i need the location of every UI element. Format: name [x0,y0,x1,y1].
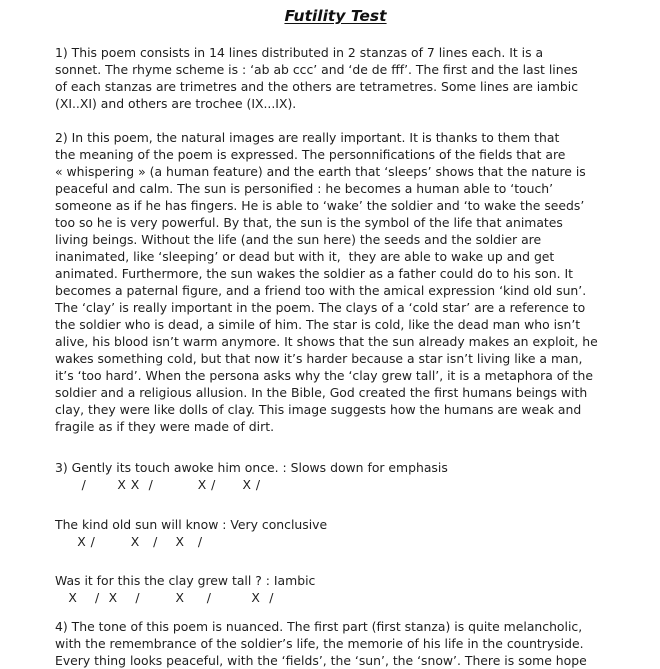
scansion-marks-1: / X X / X / X / [55,477,261,492]
text-line: with the remembrance of the soldier’s life, the memorie of his life in the countryside. [55,636,584,651]
text-line: 1) This poem consists in 14 lines distributed in 2 stanzas of 7 lines each. It is a [55,45,544,60]
text-line: peaceful and calm. The sun is personified : he becomes a human able to ‘touch’ [55,181,554,196]
text-line: The ‘clay’ is really important in the poem. The clays of a ‘cold star’ are a reference to [55,300,586,315]
scansion-marks-3: X / X / X / X / [55,590,274,605]
text-line: too so he is very powerful. By that, the sun is the symbol of the life that animates [55,215,563,230]
text-line: the soldier who is dead, a simile of him. The star is cold, like the dead man who isn’t [55,317,581,332]
text-line: someone as if he has fingers. He is able to ‘wake’ the soldier and ‘to wake the seeds’ [55,198,585,213]
text-line: wakes something cold, but that now it’s harder because a star isn’t living like a man, [55,351,583,366]
text-line: alive, his blood isn’t warm anymore. It shows that the sun already makes an exploit, he [55,334,598,349]
scansion-marks-2: X / X / X / [55,534,203,549]
text-line: living beings. Without the life (and the sun here) the seeds and the soldier are [55,232,542,247]
scansion-verse-1: 3) Gently its touch awoke him once. : Slows down for emphasis [55,460,448,475]
text-line: becomes a paternal figure, and a friend too with the amical expression ‘kind old sun’. [55,283,587,298]
scansion-verse-2: The kind old sun will know : Very conclusive [55,517,328,532]
answer-paragraph-4 [55,618,616,669]
text-line: (XI..XI) and others are trochee (IX...IX). [55,96,297,111]
answer-paragraph-1 [55,44,616,112]
text-line: « whispering » (a human feature) and the earth that ‘sleeps’ shows that the nature is [55,164,586,179]
scansion-block-3 [55,572,616,606]
text-line: fragile as if they were made of dirt. [55,419,275,434]
document-title: Futility Test [284,7,387,25]
answer-paragraph-2 [55,129,616,435]
text-line: sonnet. The rhyme scheme is : ‘ab ab ccc’ and ‘de de fff’. The first and the last lines [55,62,578,77]
text-line: Every thing looks peaceful, with the ‘fields’, the ‘sun’, the ‘snow’. There is some hope [55,653,587,668]
text-line: 2) In this poem, the natural images are really important. It is thanks to them that [55,130,560,145]
scansion-verse-3: Was it for this the clay grew tall ? : Iambic [55,573,316,588]
text-line: 4) The tone of this poem is nuanced. The first part (first stanza) is quite melancholic, [55,619,583,634]
text-line: soldier and a religious allusion. In the Bible, God created the first humans beings with [55,385,588,400]
text-line: of each stanzas are trimetres and the others are tetrametres. Some lines are iambic [55,79,579,94]
text-line: the meaning of the poem is expressed. The personnifications of the fields that are [55,147,566,162]
text-line: it’s ‘too hard’. When the persona asks why the ‘clay grew tall’, it is a metaphora of the [55,368,593,383]
text-line: animated. Furthermore, the sun wakes the soldier as a father could do to his son. It [55,266,573,281]
scansion-block-2 [55,516,616,550]
text-line: inanimated, like ‘sleeping’ or dead but with it, they are able to wake up and get [55,249,555,264]
text-line: clay, they were like dolls of clay. This image suggests how the humans are weak and [55,402,582,417]
scansion-block-1 [55,459,616,493]
